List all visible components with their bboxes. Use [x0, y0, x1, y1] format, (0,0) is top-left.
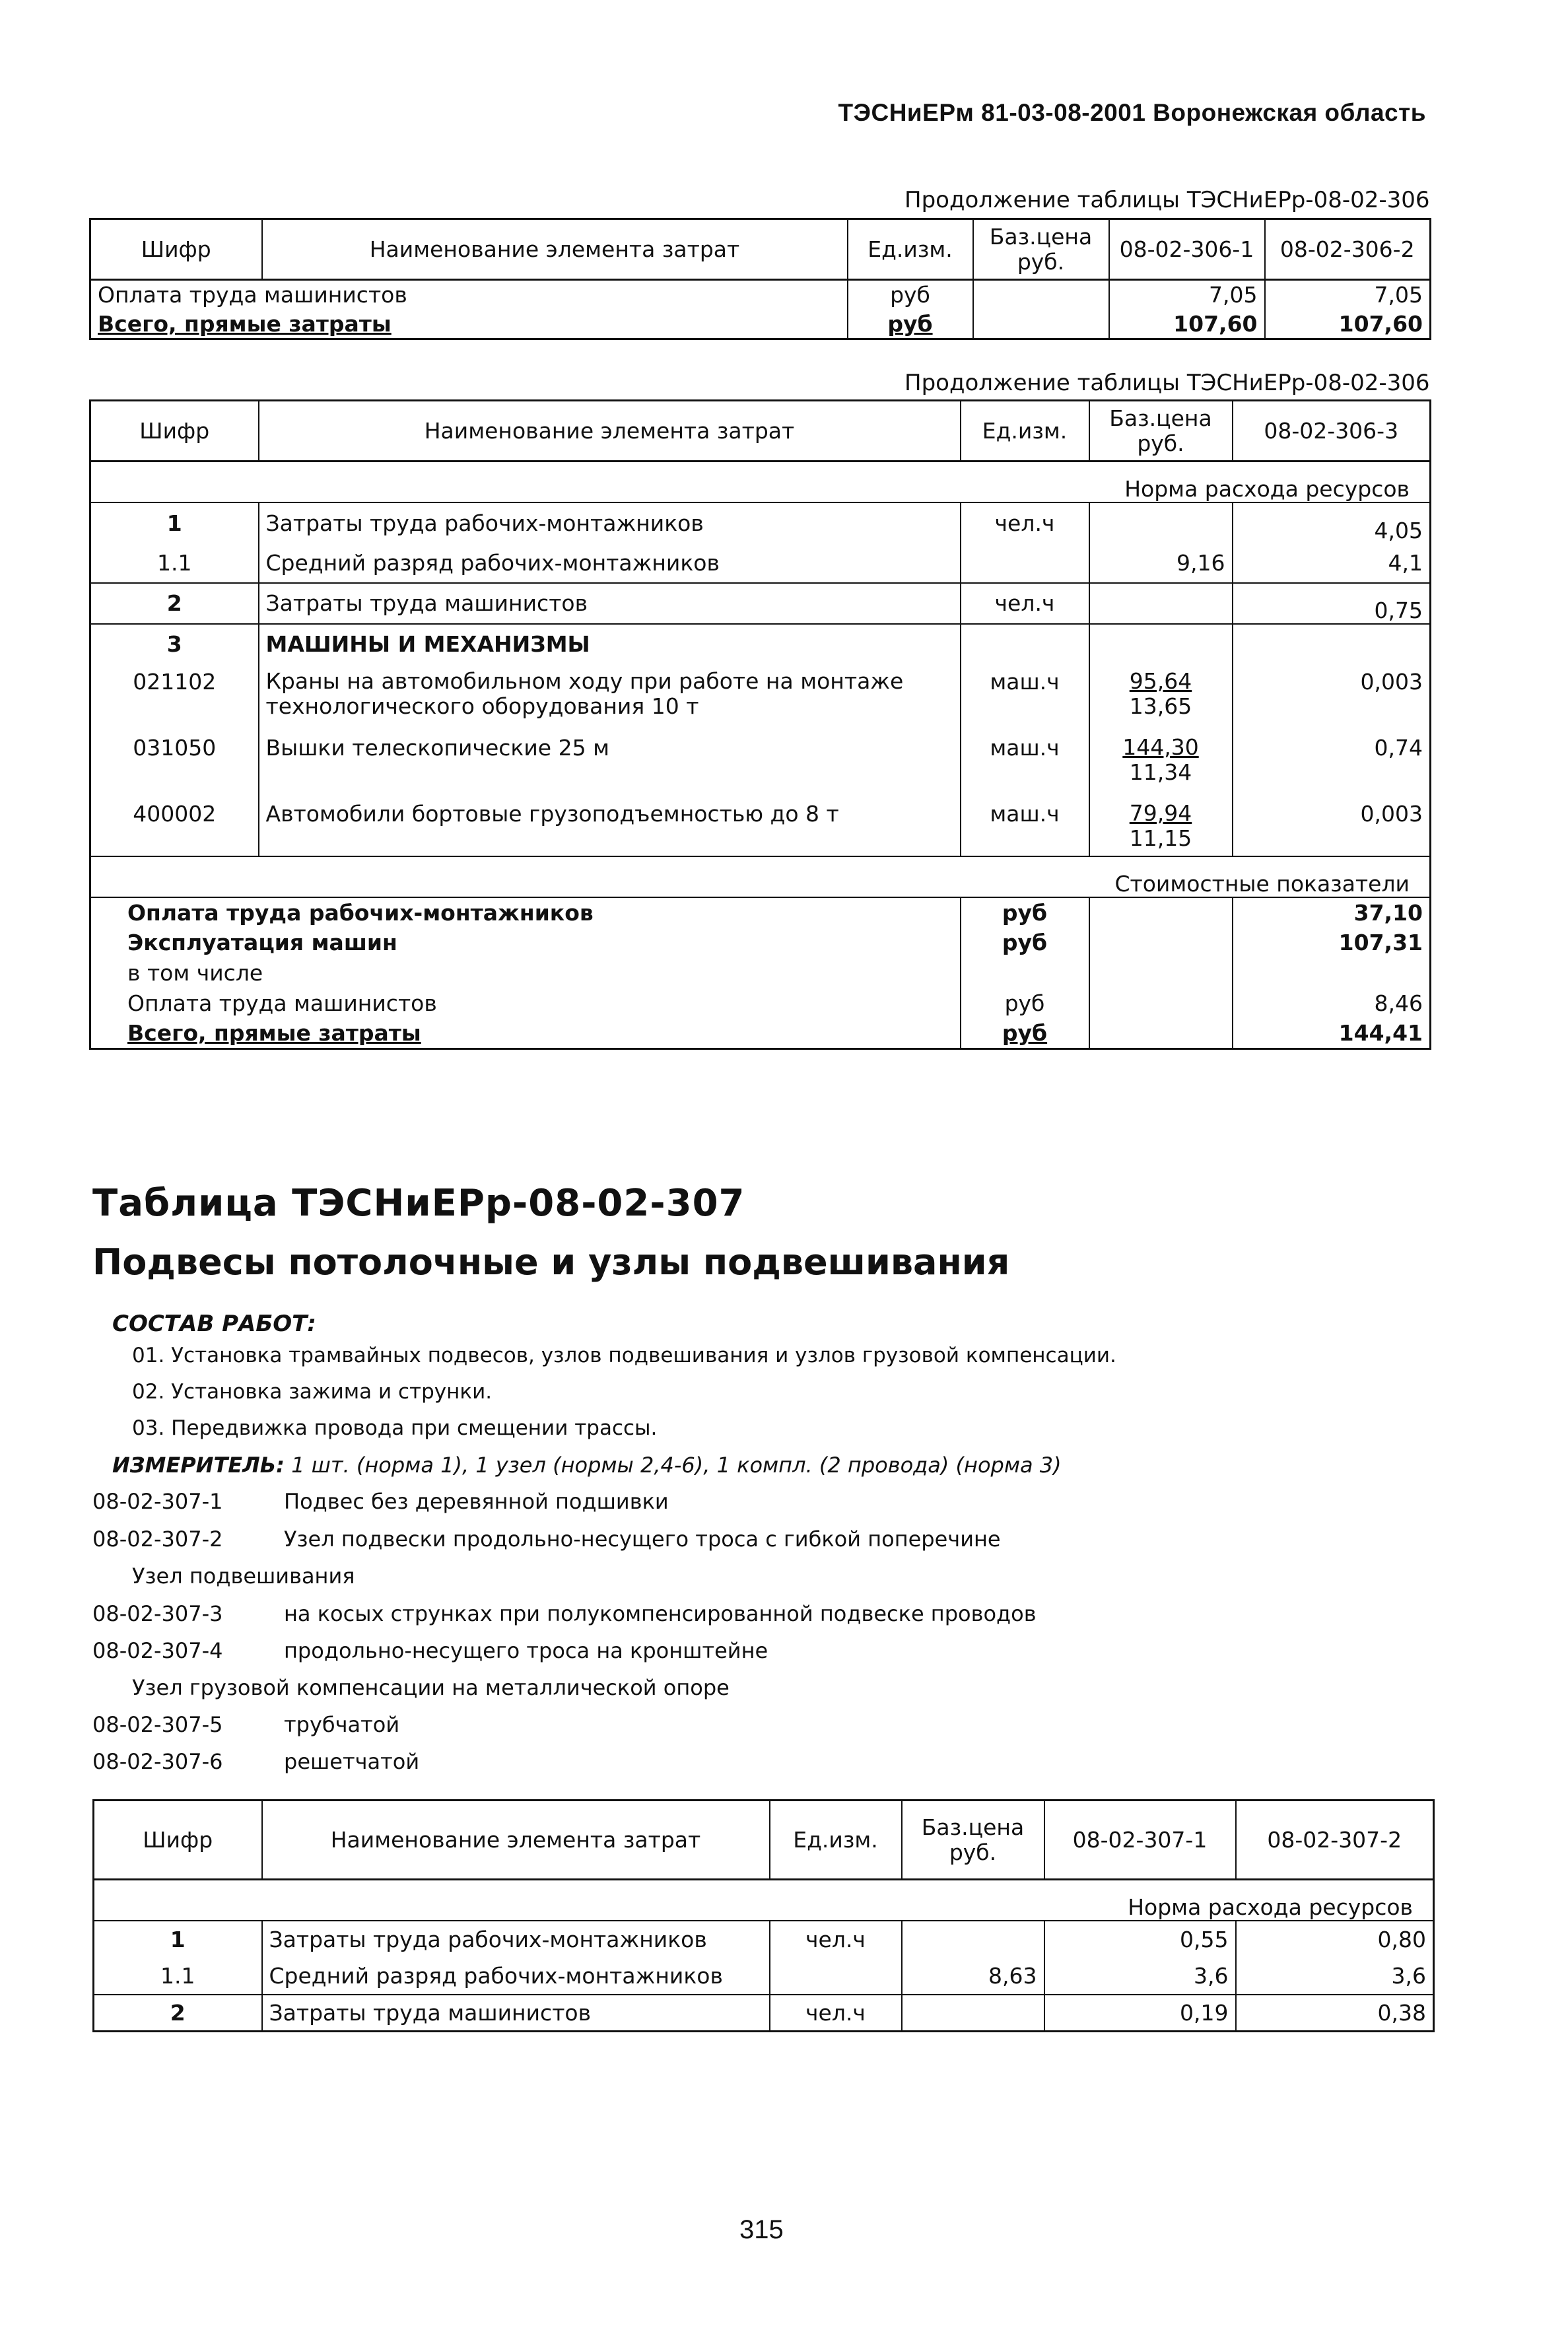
table-row: [90, 897, 1431, 928]
table-row: [90, 988, 1431, 1019]
cost-row-value: 37,10: [1233, 897, 1431, 928]
cost-row-unit: руб: [961, 988, 1089, 1019]
cost-row-unit: руб: [961, 897, 1089, 928]
row-value-col1: 0,55: [1044, 1921, 1236, 1958]
table3: [92, 1799, 1435, 2032]
section-subtitle: Подвесы потолочные и узлы подвешивания: [92, 1241, 1010, 1283]
table-row: [90, 796, 1431, 856]
cost-row-name: Оплата труда рабочих-монтажников: [127, 899, 594, 926]
row-price: [902, 1921, 1044, 1958]
row-unit: руб: [848, 280, 973, 310]
table-row: [94, 1921, 1434, 1958]
cost-row-name: Эксплуатация машин: [127, 930, 397, 955]
row-name: МАШИНЫ И МЕХАНИЗМЫ: [259, 624, 961, 664]
cost-row-name: в том числе: [127, 960, 263, 986]
item-code: 08-02-307-2: [92, 1527, 223, 1552]
table-row: [90, 543, 1431, 583]
row-name: Краны на автомобильном ходу при работе на монтаже: [265, 668, 904, 694]
row-price-salary: 11,15: [1129, 825, 1192, 851]
row-value-col2: 7,05: [1265, 280, 1431, 310]
row-price: 144,30: [1122, 734, 1199, 760]
work-item: 01. Установка трамвайных подвесов, узлов подвешивания и узлов грузовой компенсации.: [132, 1344, 1116, 1367]
izmeritel-label: ИЗМЕРИТЕЛЬ:: [112, 1453, 285, 1478]
row-value-col1: 107,60: [1109, 310, 1265, 339]
item-desc: решетчатой: [284, 1749, 420, 1774]
table-row: [90, 280, 1431, 310]
row-unit: маш.ч: [961, 730, 1089, 796]
table2-header-code: Шифр: [90, 401, 259, 462]
row-unit: чел.ч: [961, 502, 1089, 543]
table1-header-code: Шифр: [90, 219, 262, 280]
row-name: Всего, прямые затраты: [98, 310, 392, 337]
table-row: [90, 958, 1431, 988]
section-norm-label: Норма расхода ресурсов: [94, 1880, 1434, 1921]
row-code: 021102: [133, 668, 217, 695]
item-desc: на косых струнках при полукомпенсированной подвеске проводов: [284, 1601, 1037, 1626]
row-name: Затраты труда машинистов: [262, 1995, 770, 2032]
table2: [89, 399, 1431, 1050]
row-code: 1.1: [94, 1958, 262, 1995]
table3-header-name: Наименование элемента затрат: [262, 1801, 770, 1880]
table2-continuation-caption: Продолжение таблицы ТЭСНиЕРр-08-02-306: [904, 370, 1430, 396]
table-row: [90, 664, 1431, 730]
table-row: [90, 624, 1431, 664]
table3-header-price: Баз.цена руб.: [902, 1801, 1044, 1880]
izmeritel-text: 1 шт. (норма 1), 1 узел (нормы 2,4-6), 1 компл. (2 провода) (норма 3): [291, 1453, 1062, 1478]
table-row: [90, 730, 1431, 796]
row-code: 031050: [133, 734, 217, 761]
row-unit: маш.ч: [961, 664, 1089, 730]
table1-continuation-caption: Продолжение таблицы ТЭСНиЕРр-08-02-306: [904, 187, 1430, 213]
table3-header-code: Шифр: [94, 1801, 262, 1880]
table2-header-col1: 08-02-306-3: [1233, 401, 1431, 462]
item-desc: продольно-несущего троса на кронштейне: [284, 1638, 768, 1663]
table-row: [90, 583, 1431, 624]
row-name: Автомобили бортовые грузоподъемностью до 8 т: [259, 796, 961, 856]
section-cost-label: Стоимостные показатели: [90, 856, 1431, 897]
row-name: Вышки телескопические 25 м: [259, 730, 961, 796]
row-price: 79,94: [1129, 800, 1192, 826]
document-header: ТЭСНиЕРм 81-03-08-2001 Воронежская область: [838, 99, 1426, 126]
row-unit: чел.ч: [770, 1921, 902, 1958]
row-code: 1: [170, 1926, 186, 1952]
item-code: 08-02-307-6: [92, 1749, 223, 1774]
row-price: [902, 1995, 1044, 2032]
table2-header-price: Баз.цена руб.: [1089, 401, 1233, 462]
table1-header-unit: Ед.изм.: [848, 219, 973, 280]
row-value-col1: 0,003: [1233, 796, 1431, 856]
cost-row-name: Оплата труда машинистов: [127, 990, 437, 1016]
row-value-col1: 4,05: [1233, 502, 1431, 543]
item-group: Узел подвешивания: [132, 1563, 355, 1589]
table1-header-col2: 08-02-306-2: [1265, 219, 1431, 280]
izmeritel-line: [112, 1453, 1062, 1478]
table1: [89, 218, 1431, 340]
row-name: Затраты труда рабочих-монтажников: [262, 1921, 770, 1958]
row-value-col1: 0,003: [1233, 664, 1431, 730]
row-name: Средний разряд рабочих-монтажников: [259, 543, 961, 583]
table1-header-col1: 08-02-306-1: [1109, 219, 1265, 280]
table3-header-col2: 08-02-307-2: [1236, 1801, 1434, 1880]
row-name: Затраты труда машинистов: [259, 583, 961, 624]
cost-row-name: Всего, прямые затраты: [127, 1020, 421, 1047]
table2-header-unit: Ед.изм.: [961, 401, 1089, 462]
row-value-col1: 7,05: [1109, 280, 1265, 310]
section-norm-label: Норма расхода ресурсов: [90, 462, 1431, 502]
page-number: 315: [739, 2215, 784, 2244]
row-code: 1.1: [90, 543, 259, 583]
row-code: 400002: [90, 796, 259, 856]
item-desc: Узел подвески продольно-несущего троса с гибкой поперечине: [284, 1527, 1001, 1552]
row-unit: маш.ч: [961, 796, 1089, 856]
row-value-col1: 4,1: [1233, 543, 1431, 583]
cost-row-value: 8,46: [1233, 988, 1431, 1019]
row-price: [1089, 502, 1233, 543]
table2-header-name: Наименование элемента затрат: [259, 401, 961, 462]
row-value-col2: 0,38: [1236, 1995, 1434, 2032]
table1-header-price: Баз.цена руб.: [973, 219, 1109, 280]
item-code: 08-02-307-3: [92, 1601, 223, 1626]
section-title: Таблица ТЭСНиЕРр-08-02-307: [92, 1182, 745, 1225]
table3-header-col1: 08-02-307-1: [1044, 1801, 1236, 1880]
item-desc: Подвес без деревянной подшивки: [284, 1489, 669, 1514]
item-code: 08-02-307-5: [92, 1712, 223, 1737]
work-item: 03. Передвижка провода при смещении трассы.: [132, 1416, 658, 1440]
item-desc: трубчатой: [284, 1712, 400, 1737]
table-row: [94, 1958, 1434, 1995]
row-unit: [961, 543, 1089, 583]
row-value-col1: 3,6: [1044, 1958, 1236, 1995]
row-value-col1: 0,19: [1044, 1995, 1236, 2032]
row-price-salary: 11,34: [1129, 759, 1192, 785]
row-name: Затраты труда рабочих-монтажников: [259, 502, 961, 543]
cost-row-value: 144,41: [1233, 1019, 1431, 1049]
table-row: [94, 1995, 1434, 2032]
item-code: 08-02-307-1: [92, 1489, 223, 1514]
table1-header-name: Наименование элемента затрат: [262, 219, 848, 280]
cost-row-value: 107,31: [1233, 928, 1431, 958]
row-unit: [770, 1958, 902, 1995]
row-name: Оплата труда машинистов: [98, 282, 407, 308]
row-price-salary: 13,65: [1129, 693, 1192, 719]
row-value-col2: 107,60: [1265, 310, 1431, 339]
table3-header-unit: Ед.изм.: [770, 1801, 902, 1880]
row-code: 2: [90, 583, 259, 624]
row-price: 95,64: [1129, 668, 1192, 694]
row-unit: чел.ч: [770, 1995, 902, 2032]
row-price: 8,63: [902, 1958, 1044, 1995]
row-name: Средний разряд рабочих-монтажников: [262, 1958, 770, 1995]
cost-row-unit: руб: [961, 1019, 1089, 1049]
row-price: 9,16: [1089, 543, 1233, 583]
work-item: 02. Установка зажима и струнки.: [132, 1380, 493, 1404]
cost-row-unit: руб: [961, 928, 1089, 958]
table-row: [90, 1019, 1431, 1049]
row-value-col1: 0,75: [1233, 583, 1431, 624]
item-code: 08-02-307-4: [92, 1638, 223, 1663]
table-row: [90, 310, 1431, 339]
row-value-col2: 3,6: [1236, 1958, 1434, 1995]
sostav-label: СОСТАВ РАБОТ:: [112, 1311, 316, 1337]
item-group: Узел грузовой компенсации на металлической опоре: [132, 1675, 730, 1700]
row-unit: чел.ч: [961, 583, 1089, 624]
row-code: 1: [166, 510, 182, 536]
row-code: 2: [170, 1999, 186, 2026]
row-code: 3: [166, 631, 182, 657]
row-name-line2: технологического оборудования 10 т: [265, 693, 699, 719]
row-unit: руб: [848, 310, 973, 339]
row-price: [1089, 583, 1233, 624]
table-row: [90, 928, 1431, 958]
table-row: [90, 502, 1431, 543]
row-value-col2: 0,80: [1236, 1921, 1434, 1958]
row-value-col1: 0,74: [1233, 730, 1431, 796]
